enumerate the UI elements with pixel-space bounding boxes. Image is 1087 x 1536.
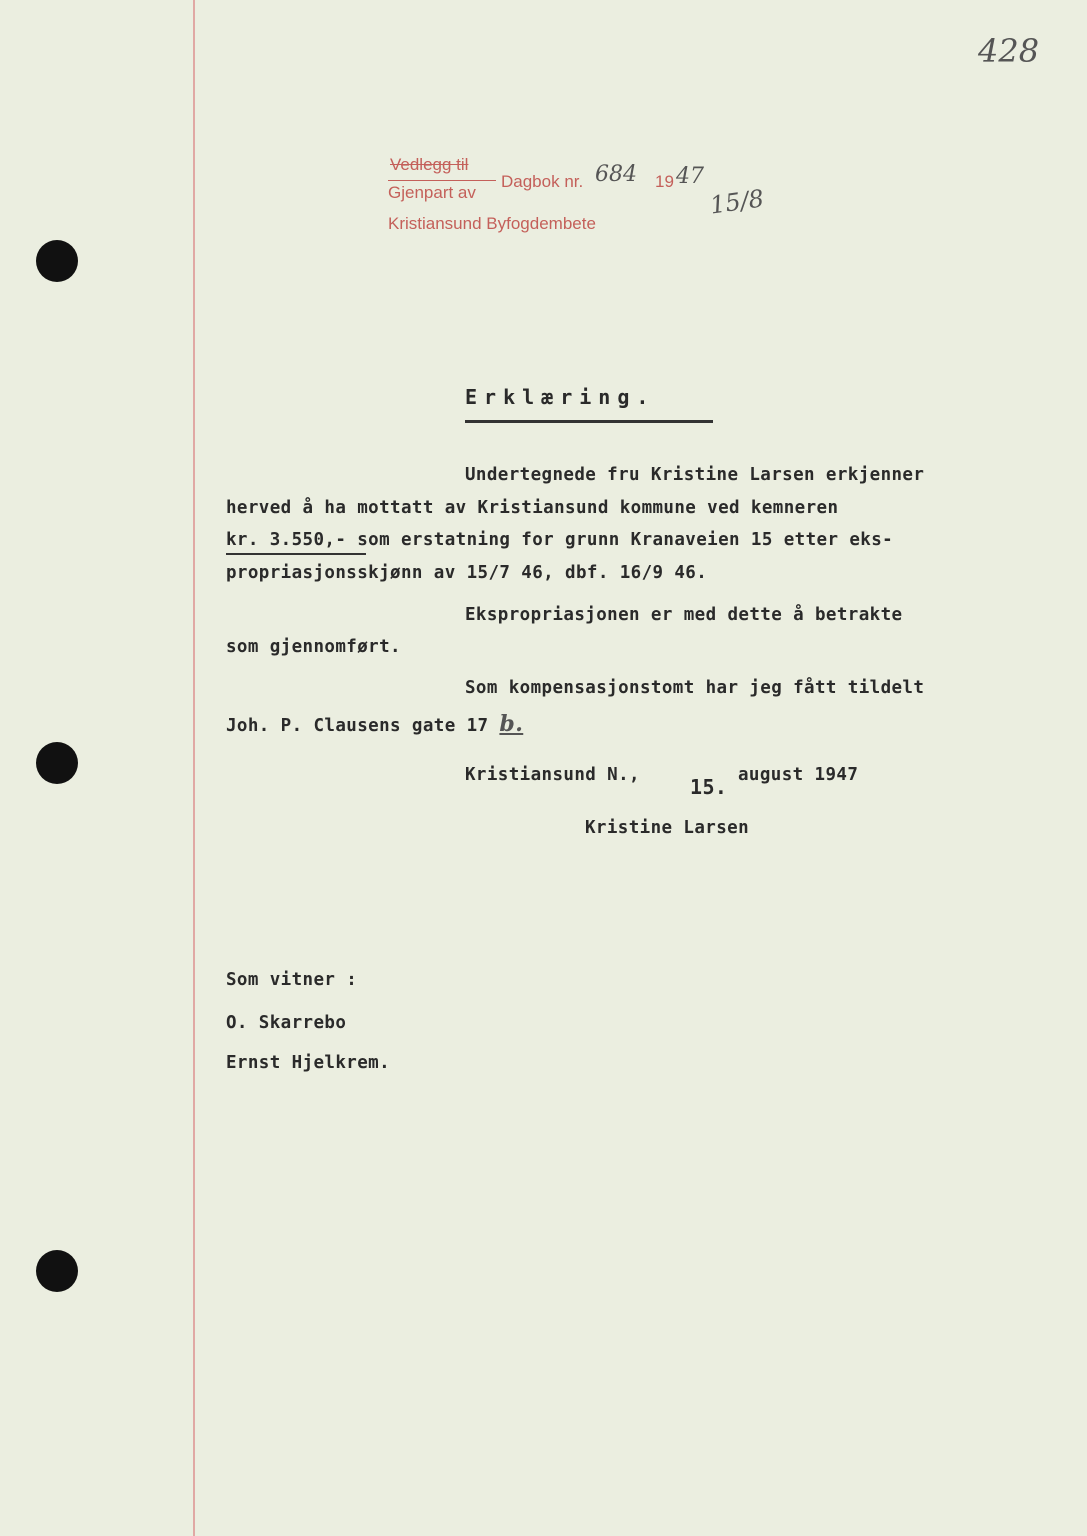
para3-line2 — [226, 711, 523, 737]
witnesses-label: Som vitner : — [226, 970, 358, 990]
para2-line1: Ekspropriasjonen er med dette å betrakte — [465, 605, 903, 625]
para3-line2-text: Joh. P. Clausens gate 17 — [226, 716, 500, 736]
dateline-month-year: august 1947 — [738, 765, 859, 785]
dagbok-number: 684 — [595, 162, 637, 187]
page-number: 428 — [978, 32, 1040, 70]
dateline-place: Kristiansund N., — [465, 765, 640, 785]
para1-line1: Undertegnede fru Kristine Larsen erkjenner — [465, 465, 925, 485]
amount: kr. 3.550,- — [226, 530, 347, 550]
para1-line4: propriasjonsskjønn av 15/7 46, dbf. 16/9 46. — [226, 563, 708, 583]
date-handwritten: 15/8 — [708, 184, 766, 220]
para3-line1: Som kompensasjonstomt har jeg fått tildelt — [465, 678, 925, 698]
signature: Kristine Larsen — [585, 818, 750, 838]
stamp-year-prefix: 19 — [655, 172, 674, 191]
witness-name-1: O. Skarrebo — [226, 1013, 347, 1033]
stamp-office: Kristiansund Byfogdembete — [388, 214, 596, 233]
para2-line2: som gjennomført. — [226, 637, 401, 657]
year-suffix: 47 — [676, 164, 704, 189]
punch-hole-top — [36, 240, 78, 282]
punch-hole-bottom — [36, 1250, 78, 1292]
stamp-vedlegg-til: Vedlegg til — [390, 155, 469, 174]
stamp-rule — [388, 180, 496, 181]
para1-line3-rest: som erstatning for grunn Kranaveien 15 etter eks- — [346, 530, 894, 550]
dateline-day: 15. — [690, 775, 728, 799]
stamp-gjenpart-av: Gjenpart av — [388, 183, 476, 202]
para1-line3 — [226, 530, 893, 550]
para1-line2: herved å ha mottatt av Kristiansund kommune ved kemneren — [226, 498, 839, 518]
margin-line — [193, 0, 195, 1536]
title-underline — [465, 420, 713, 423]
punch-hole-middle — [36, 742, 78, 784]
document-title: Erklæring. — [465, 385, 656, 409]
handwritten-suffix: b. — [499, 711, 524, 737]
amount-underline — [226, 553, 366, 555]
witness-name-2: Ernst Hjelkrem. — [226, 1053, 391, 1073]
stamp-dagbok-label: Dagbok nr. — [501, 172, 584, 191]
